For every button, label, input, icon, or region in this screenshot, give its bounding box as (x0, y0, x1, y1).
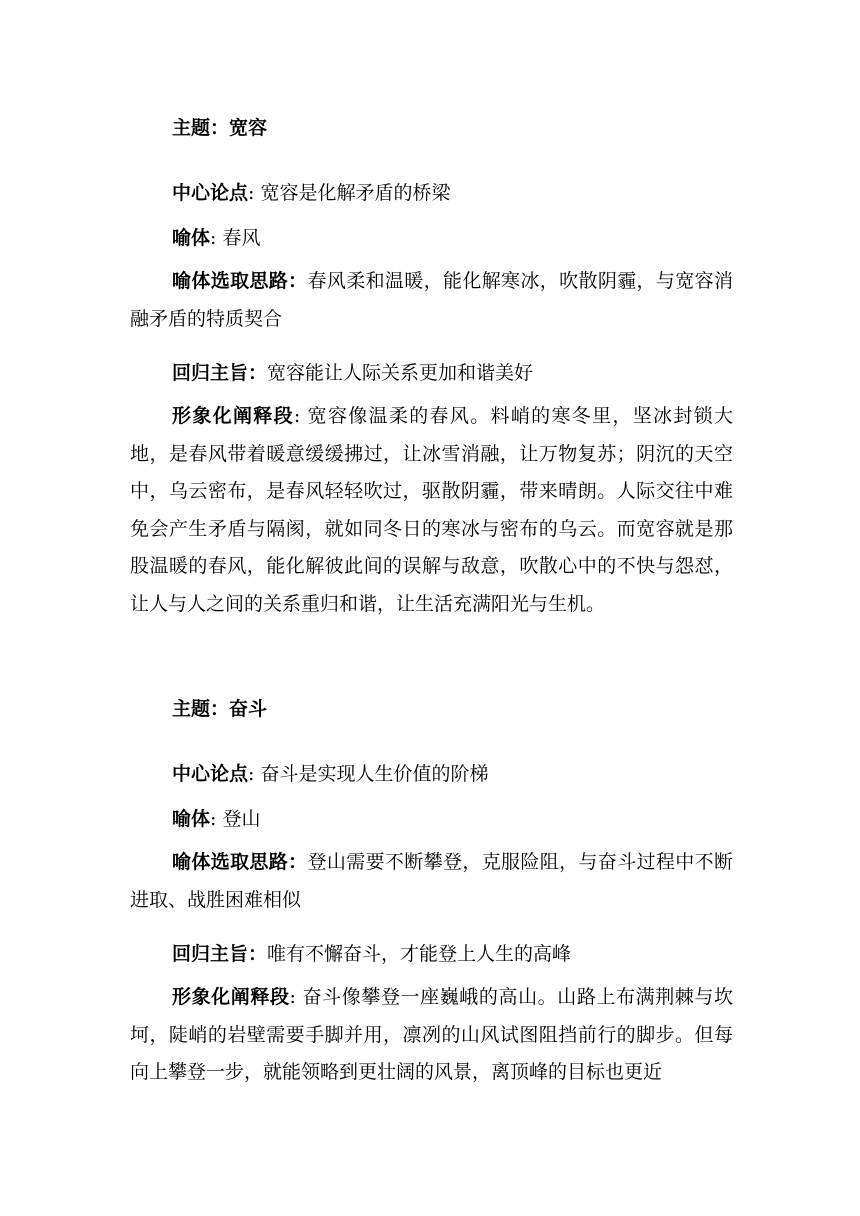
return-line (172, 942, 742, 966)
imagery-text: : 宽容像温柔的春风。料峭的寒冬里，坚冰封锁大地，是春风带着暖意缓缓拂过，让冰雪消融，让万物复苏；阴沉的天空中，乌云密布，是春风轻轻吹过，驱散阴霾，带来晴朗。人际交往中难免会产生矛盾与隔阂，就如同冬日的寒冰与密布的乌云。而宽容就是那股温暖的春风，能化解彼此间的误解与敌意，吹散心中的不快与怨怼，让人与人之间的关系重归和谐，让生活充满阳光与生机。 (130, 405, 733, 615)
imagery-paragraph (130, 398, 733, 623)
rationale-text: 登山需要不断攀登，克服险阻，与奋斗过程中不断进取、战胜困难相似 (130, 851, 733, 911)
vehicle-label: 喻体 (172, 808, 211, 830)
thesis-line (172, 762, 742, 786)
return-label: 回归主旨： (172, 362, 268, 384)
thesis-text: : 宽容是化解矛盾的桥梁 (248, 182, 451, 204)
imagery-label: 形象化阐释段 (172, 405, 294, 427)
return-text: 宽容能让人际关系更加和谐美好 (267, 362, 534, 384)
theme-value: 宽容 (229, 117, 268, 139)
theme-value: 奋斗 (229, 698, 268, 720)
imagery-label: 形象化阐释段 (172, 986, 290, 1008)
theme-heading (172, 116, 742, 140)
vehicle-label: 喻体 (172, 227, 211, 249)
theme-heading (172, 697, 742, 721)
imagery-text: : 奋斗像攀登一座巍峨的高山。山路上布满荆棘与坎坷，陡峭的岩壁需要手脚并用，凛冽的山风试图阻挡前行的脚步。但每向上攀登一步，就能领略到更壮阔的风景，离顶峰的目标也更近 (130, 986, 733, 1083)
return-label: 回归主旨： (172, 943, 268, 965)
rationale-label: 喻体选取思路： (172, 270, 308, 292)
vehicle-line (172, 226, 742, 250)
return-text: 唯有不懈奋斗，才能登上人生的高峰 (267, 943, 572, 965)
return-line (172, 361, 742, 385)
vehicle-line (172, 807, 742, 831)
theme-label: 主题： (172, 117, 230, 139)
thesis-label: 中心论点 (172, 763, 249, 785)
rationale-label: 喻体选取思路： (172, 851, 308, 873)
rationale-paragraph (130, 844, 733, 919)
thesis-label: 中心论点 (172, 182, 249, 204)
thesis-line (172, 181, 742, 205)
vehicle-text: : 春风 (210, 227, 261, 249)
vehicle-text: : 登山 (210, 808, 261, 830)
theme-label: 主题： (172, 698, 230, 720)
thesis-text: : 奋斗是实现人生价值的阶梯 (248, 763, 489, 785)
rationale-text: 春风柔和温暖，能化解寒冰，吹散阴霾，与宽容消融矛盾的特质契合 (130, 270, 733, 330)
rationale-paragraph (130, 263, 733, 338)
imagery-paragraph (130, 979, 733, 1092)
